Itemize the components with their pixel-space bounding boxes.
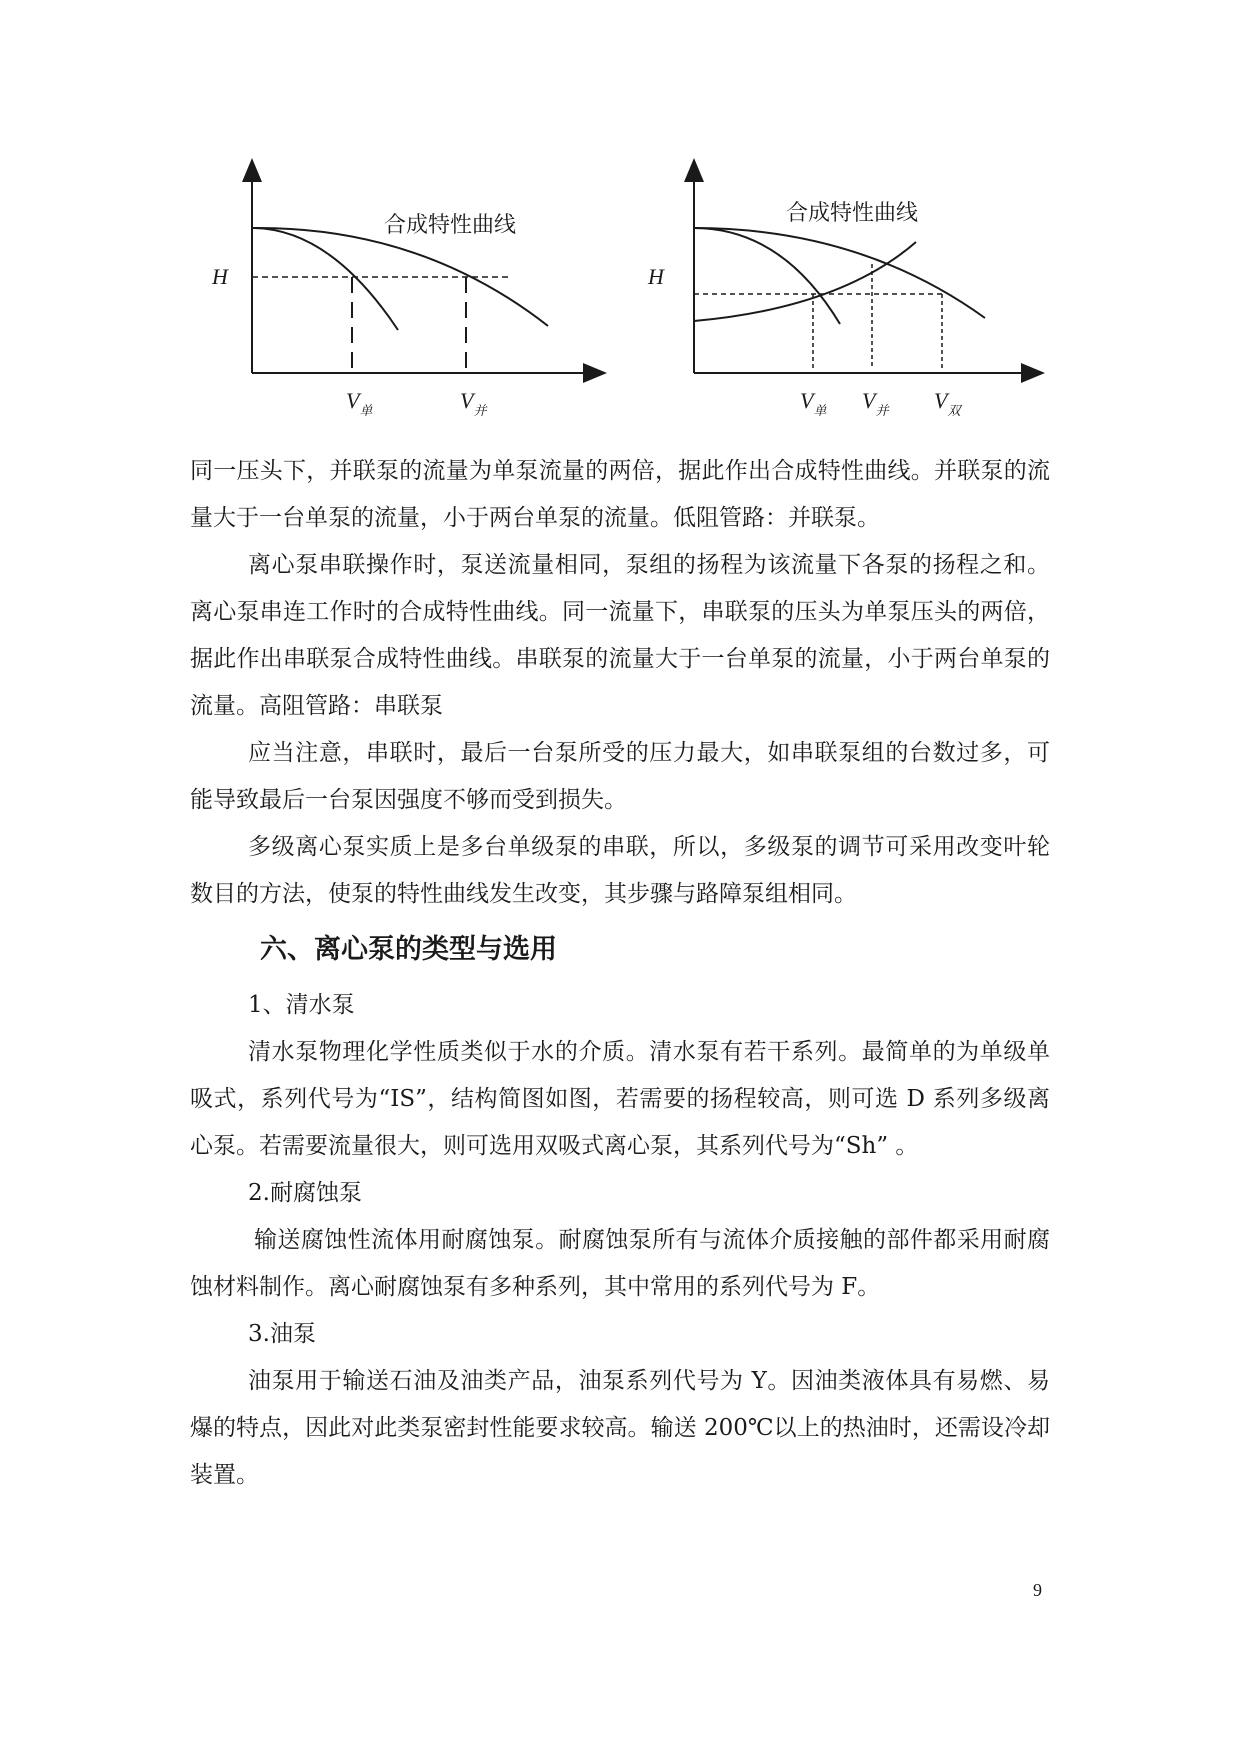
x-label-v-double: $V_双$ [934, 388, 961, 419]
curve-label: 合成特性曲线 [384, 213, 517, 238]
paragraph-parallel-summary: 同一压头下，并联泵的流量为单泵流量的两倍，据此作出合成特性曲线。并联泵的流量大于一台单泵的流量，小于两台单泵的流量。低阻管路：并联泵。 [190, 458, 1050, 531]
paragraph-corrosion-pump: 输送腐蚀性流体用耐腐蚀泵。耐腐蚀泵所有与流体介质接触的部件都采用耐腐蚀材料制作。离心耐腐蚀泵有多种系列，其中常用的系列代号为 F。 [190, 1227, 1050, 1300]
paragraph-oil-pump: 油泵用于输送石油及油类产品，油泵系列代号为 Y。因油类液体具有易燃、易爆的特点，因此对此类泵密封性能要求较高。输送 200℃以上的热油时，还需设冷却装置。 [190, 1368, 1050, 1488]
paragraph-series-warning: 应当注意，串联时，最后一台泵所受的压力最大，如串联泵组的台数过多，可能导致最后一台泵因强度不够而受到损失。 [190, 740, 1050, 813]
system-curve [694, 242, 916, 321]
figure-parallel-curves [190, 168, 610, 438]
y-axis-label: H [648, 264, 664, 289]
y-axis-label: H [212, 264, 228, 289]
x-label-v-single: $V_单$ [800, 388, 827, 419]
curve-label: 合成特性曲线 [786, 201, 919, 226]
x-label-v-parallel: $V_并$ [862, 388, 889, 419]
section-heading: 六、离心泵的类型与选用 [260, 934, 557, 965]
x-label-v-parallel: $V_并$ [460, 388, 487, 419]
x-label-v-single: $V_单$ [346, 388, 373, 419]
figure-system-curves [640, 168, 1060, 438]
parallel-curves-diagram [190, 168, 610, 438]
subheading-corrosion-pump: 2.耐腐蚀泵 [248, 1180, 362, 1206]
single-pump-curve [252, 228, 398, 330]
system-curves-diagram [640, 168, 1060, 438]
paragraph-series-operation: 离心泵串联操作时，泵送流量相同，泵组的扬程为该流量下各泵的扬程之和。离心泵串连工作时的合成特性曲线。同一流量下，串联泵的压头为单泵压头的两倍，据此作出串联泵合成特性曲线。串联泵的流量大于一台单泵的流量，小于两台单泵的流量。高阻管路：串联泵 [190, 552, 1050, 719]
paragraph-clean-water-pump: 清水泵物理化学性质类似于水的介质。清水泵有若干系列。最简单的为单级单吸式，系列代号为“IS”，结构简图如图，若需要的扬程较高，则可选 D 系列多级离心泵。若需要流量很大，则可选用双吸式离心泵，其系列代号为“Sh” 。 [190, 1039, 1050, 1159]
paragraph-multistage: 多级离心泵实质上是多台单级泵的串联，所以，多级泵的调节可采用改变叶轮数目的方法，使泵的特性曲线发生改变，其步骤与路障泵组相同。 [190, 834, 1050, 907]
body-text [190, 448, 1050, 1499]
page-number: 9 [1033, 1580, 1042, 1600]
subheading-oil-pump: 3.油泵 [248, 1321, 316, 1347]
subheading-clean-water-pump: 1、清水泵 [248, 992, 355, 1018]
